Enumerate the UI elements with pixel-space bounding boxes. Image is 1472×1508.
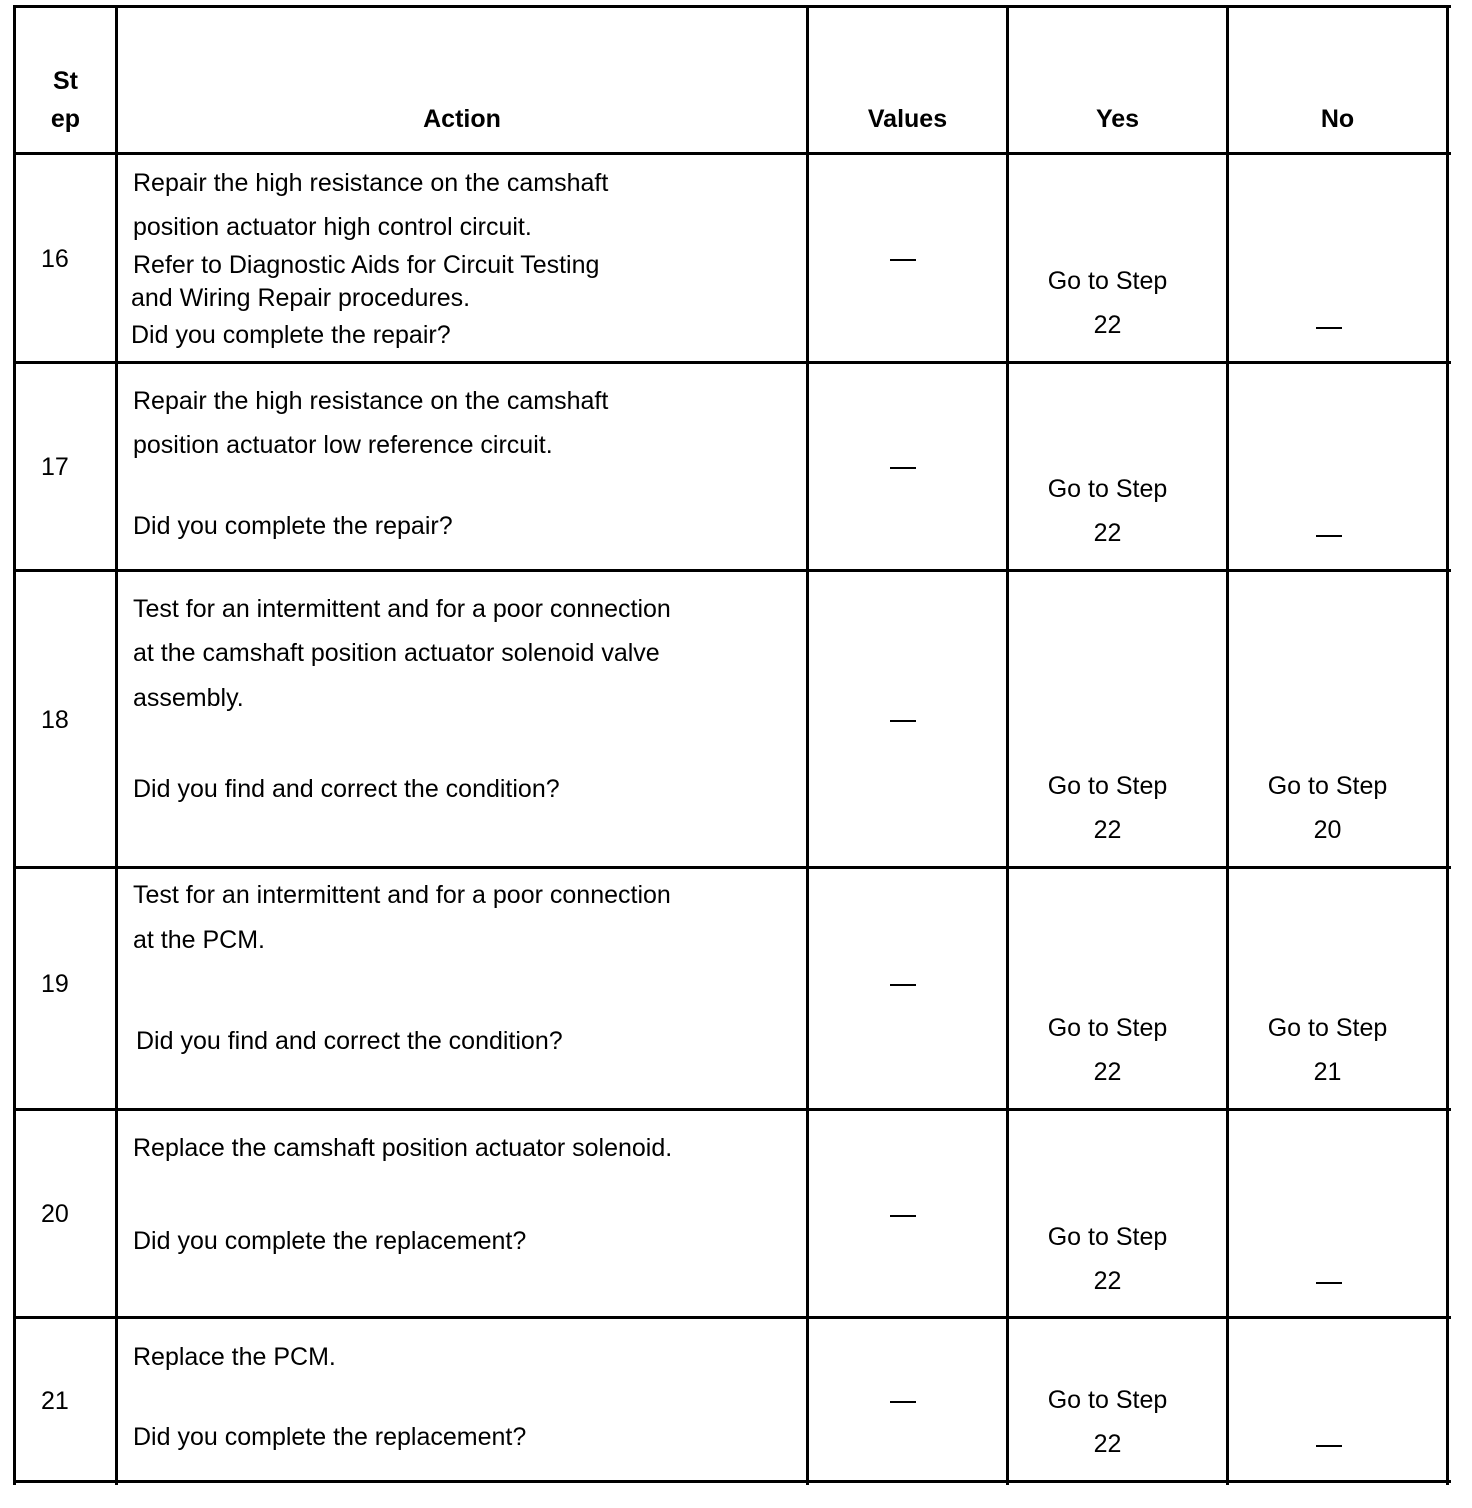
action-text: Did you complete the replacement?: [133, 1423, 527, 1451]
column-divider: [806, 5, 809, 1485]
step-number: 16: [41, 245, 69, 273]
no-empty-dash: [1316, 327, 1342, 329]
row-divider: [13, 866, 1451, 869]
header-values: Values: [867, 105, 948, 133]
header-step-line2: ep: [50, 105, 81, 133]
column-divider: [1226, 5, 1229, 1485]
row-divider: [13, 1108, 1451, 1111]
no-target: 21: [1313, 1058, 1342, 1086]
yes-target: 22: [1093, 816, 1122, 844]
values-empty-dash: [890, 259, 916, 261]
action-text: Did you find and correct the condition?: [133, 775, 560, 803]
row-divider: [13, 1316, 1451, 1319]
yes-target: Go to Step: [1047, 475, 1168, 503]
header-divider: [13, 152, 1451, 155]
table-border-top: [13, 5, 1451, 8]
values-empty-dash: [890, 984, 916, 986]
no-target: Go to Step: [1267, 1014, 1388, 1042]
yes-target: Go to Step: [1047, 1386, 1168, 1414]
action-text: Repair the high resistance on the camshaft: [133, 169, 609, 197]
step-number: 18: [41, 706, 69, 734]
action-text: Replace the camshaft position actuator solenoid.: [133, 1134, 673, 1162]
action-text: Repair the high resistance on the camshaft: [133, 387, 609, 415]
action-text: assembly.: [133, 684, 244, 712]
action-text: Did you complete the repair?: [133, 512, 453, 540]
table-border-bottom: [13, 1480, 1451, 1483]
header-action: Action: [423, 105, 501, 133]
action-text: Test for an intermittent and for a poor connection: [133, 881, 671, 909]
values-empty-dash: [890, 467, 916, 469]
column-divider: [115, 5, 118, 1485]
no-target: 20: [1313, 816, 1342, 844]
no-empty-dash: [1316, 1282, 1342, 1284]
table-border-right: [1446, 5, 1449, 1485]
step-number: 20: [41, 1200, 69, 1228]
action-text: at the PCM.: [133, 926, 265, 954]
action-text: position actuator low reference circuit.: [133, 431, 553, 459]
values-empty-dash: [890, 1401, 916, 1403]
action-text: position actuator high control circuit.: [133, 213, 532, 241]
step-number: 17: [41, 453, 69, 481]
row-divider: [13, 569, 1451, 572]
header-step-line1: St: [53, 67, 78, 95]
action-text: Did you complete the repair?: [131, 321, 451, 349]
action-text: and Wiring Repair procedures.: [131, 284, 471, 312]
action-text: Test for an intermittent and for a poor connection: [133, 595, 671, 623]
values-empty-dash: [890, 1215, 916, 1217]
no-empty-dash: [1316, 1445, 1342, 1447]
yes-target: 22: [1093, 311, 1122, 339]
no-empty-dash: [1316, 535, 1342, 537]
column-divider: [1006, 5, 1009, 1485]
no-target: Go to Step: [1267, 772, 1388, 800]
row-divider: [13, 361, 1451, 364]
yes-target: Go to Step: [1047, 267, 1168, 295]
action-text: at the camshaft position actuator solenoid valve: [133, 639, 660, 667]
yes-target: 22: [1093, 519, 1122, 547]
action-text: Did you complete the replacement?: [133, 1227, 527, 1255]
yes-target: 22: [1093, 1058, 1122, 1086]
yes-target: Go to Step: [1047, 1014, 1168, 1042]
yes-target: 22: [1093, 1430, 1122, 1458]
yes-target: Go to Step: [1047, 1223, 1168, 1251]
yes-target: Go to Step: [1047, 772, 1168, 800]
step-number: 19: [41, 970, 69, 998]
action-text: Replace the PCM.: [133, 1343, 336, 1371]
yes-target: 22: [1093, 1267, 1122, 1295]
values-empty-dash: [890, 720, 916, 722]
header-yes: Yes: [1095, 105, 1140, 133]
header-no: No: [1320, 105, 1355, 133]
action-text: Did you find and correct the condition?: [136, 1027, 563, 1055]
action-text: Refer to Diagnostic Aids for Circuit Testing: [133, 251, 600, 279]
step-number: 21: [41, 1387, 69, 1415]
table-border-left: [13, 5, 16, 1485]
